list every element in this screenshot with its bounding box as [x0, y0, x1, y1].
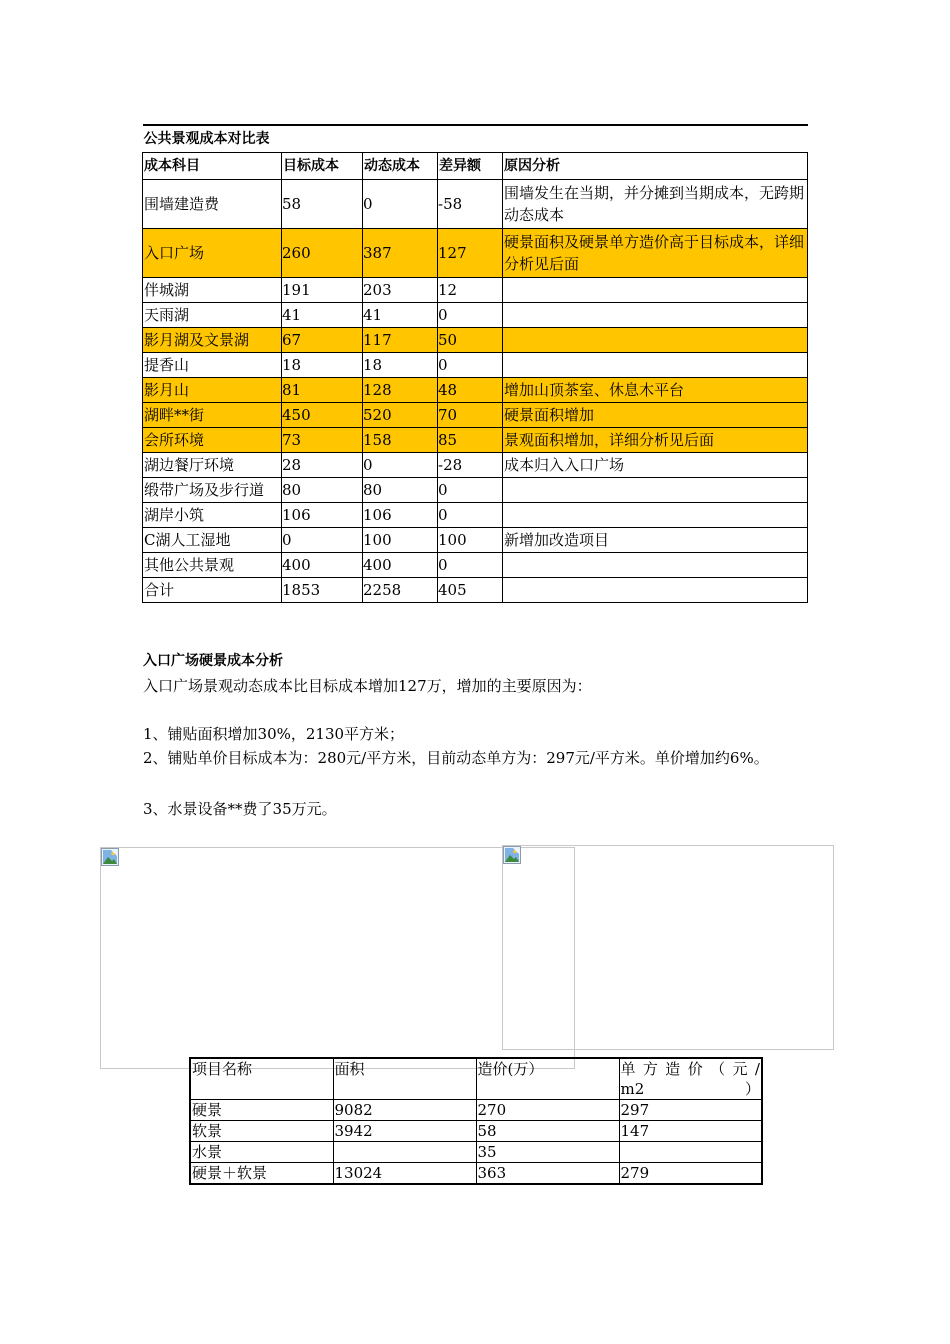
cell-target: 260	[282, 229, 363, 278]
cell-reason	[503, 303, 808, 328]
table-row	[143, 553, 808, 578]
header-cost: 造价(万）	[476, 1058, 619, 1100]
cell-reason	[503, 553, 808, 578]
cell-item: C湖人工湿地	[143, 528, 282, 553]
cell-target: 80	[282, 478, 363, 503]
table-row	[143, 229, 808, 278]
cell-reason: 新增加改造项目	[503, 528, 808, 553]
table-row	[143, 180, 808, 229]
cell-unit-cost	[619, 1142, 762, 1163]
table-row	[190, 1163, 762, 1185]
cell-cost: 35	[476, 1142, 619, 1163]
cell-reason: 硬景面积及硬景单方造价高于目标成本，详细分析见后面	[503, 229, 808, 278]
cell-item: 天雨湖	[143, 303, 282, 328]
table-row	[143, 478, 808, 503]
cell-diff: 70	[438, 403, 503, 428]
analysis-intro: 入口广场景观动态成本比目标成本增加127万，增加的主要原因为：	[143, 677, 592, 695]
cell-item: 入口广场	[143, 229, 282, 278]
table-row	[143, 503, 808, 528]
table-title-row	[143, 125, 808, 153]
cell-dynamic: 387	[363, 229, 438, 278]
table-row	[143, 278, 808, 303]
table-row	[143, 453, 808, 478]
cell-area: 3942	[333, 1121, 476, 1142]
table-header-row	[143, 153, 808, 180]
table-row	[143, 578, 808, 603]
image-placeholder	[502, 845, 834, 1050]
analysis-point: 3、水景设备**费了35万元。	[143, 800, 337, 818]
cell-target: 73	[282, 428, 363, 453]
cell-diff: 405	[438, 578, 503, 603]
cell-reason: 景观面积增加，详细分析见后面	[503, 428, 808, 453]
table-row	[143, 303, 808, 328]
project-cost-table	[189, 1057, 763, 1185]
header-dynamic: 动态成本	[363, 153, 438, 180]
cell-item: 会所环境	[143, 428, 282, 453]
cell-reason	[503, 278, 808, 303]
cell-reason: 硬景面积增加	[503, 403, 808, 428]
table-row	[143, 428, 808, 453]
cell-diff: 12	[438, 278, 503, 303]
table-row	[190, 1142, 762, 1163]
cell-item: 围墙建造费	[143, 180, 282, 229]
cell-dynamic: 203	[363, 278, 438, 303]
cell-dynamic: 2258	[363, 578, 438, 603]
cell-target: 67	[282, 328, 363, 353]
cell-reason	[503, 478, 808, 503]
cell-dynamic: 100	[363, 528, 438, 553]
cell-target: 18	[282, 353, 363, 378]
cell-dynamic: 106	[363, 503, 438, 528]
cell-project-name: 软景	[190, 1121, 333, 1142]
cell-item: 提香山	[143, 353, 282, 378]
cell-project-name: 水景	[190, 1142, 333, 1163]
cell-item: 湖岸小筑	[143, 503, 282, 528]
cell-item: 湖畔**街	[143, 403, 282, 428]
cell-target: 106	[282, 503, 363, 528]
cell-item: 合计	[143, 578, 282, 603]
cell-item: 影月山	[143, 378, 282, 403]
broken-image-icon	[503, 846, 521, 864]
cell-diff: 0	[438, 478, 503, 503]
cell-unit-cost: 297	[619, 1100, 762, 1121]
header-unit-cost: 单 方 造 价 （ 元 / m2）	[620, 1060, 760, 1098]
broken-image-icon	[101, 848, 119, 866]
cell-item: 缎带广场及步行道	[143, 478, 282, 503]
cell-diff: 48	[438, 378, 503, 403]
header-diff: 差异额	[438, 153, 503, 180]
analysis-point: 2、铺贴单价目标成本为：280元/平方米，目前动态单方为：297元/平方米。单价增加约6%。	[143, 749, 769, 767]
cell-target: 400	[282, 553, 363, 578]
cell-project-name: 硬景＋软景	[190, 1163, 333, 1185]
cell-target: 58	[282, 180, 363, 229]
cell-dynamic: 0	[363, 180, 438, 229]
cell-cost: 363	[476, 1163, 619, 1185]
header-reason: 原因分析	[503, 153, 808, 180]
cell-cost: 58	[476, 1121, 619, 1142]
cell-reason	[503, 328, 808, 353]
cell-diff: 0	[438, 303, 503, 328]
cell-diff: -28	[438, 453, 503, 478]
cell-target: 1853	[282, 578, 363, 603]
cell-reason: 成本归入入口广场	[503, 453, 808, 478]
cell-dynamic: 41	[363, 303, 438, 328]
cell-target: 0	[282, 528, 363, 553]
section-heading: 入口广场硬景成本分析	[143, 653, 283, 669]
cell-target: 191	[282, 278, 363, 303]
cell-diff: 50	[438, 328, 503, 353]
cell-unit-cost: 147	[619, 1121, 762, 1142]
table-header-row	[190, 1058, 762, 1100]
cell-cost: 270	[476, 1100, 619, 1121]
header-item: 成本科目	[143, 153, 282, 180]
table-row	[190, 1100, 762, 1121]
cell-dynamic: 400	[363, 553, 438, 578]
cell-reason	[503, 503, 808, 528]
table-row	[190, 1121, 762, 1142]
header-project-name: 项目名称	[190, 1058, 333, 1100]
cell-item: 伴城湖	[143, 278, 282, 303]
table-row	[143, 378, 808, 403]
cell-diff: 127	[438, 229, 503, 278]
cell-dynamic: 520	[363, 403, 438, 428]
header-area: 面积	[333, 1058, 476, 1100]
analysis-point: 1、铺贴面积增加30%，2130平方米；	[143, 725, 405, 743]
cell-dynamic: 117	[363, 328, 438, 353]
cell-area: 9082	[333, 1100, 476, 1121]
cell-target: 450	[282, 403, 363, 428]
cell-project-name: 硬景	[190, 1100, 333, 1121]
cell-reason: 增加山顶茶室、休息木平台	[503, 378, 808, 403]
cell-target: 28	[282, 453, 363, 478]
cell-dynamic: 128	[363, 378, 438, 403]
cell-diff: 100	[438, 528, 503, 553]
cell-item: 湖边餐厅环境	[143, 453, 282, 478]
cell-area	[333, 1142, 476, 1163]
cost-comparison-table	[142, 124, 808, 603]
cell-reason	[503, 353, 808, 378]
cell-diff: 0	[438, 353, 503, 378]
cell-diff: 0	[438, 553, 503, 578]
table-row	[143, 528, 808, 553]
cell-area: 13024	[333, 1163, 476, 1185]
cell-dynamic: 18	[363, 353, 438, 378]
cell-diff: -58	[438, 180, 503, 229]
cell-dynamic: 158	[363, 428, 438, 453]
table-row	[143, 403, 808, 428]
cell-reason	[503, 578, 808, 603]
cell-reason: 围墙发生在当期，并分摊到当期成本，无跨期动态成本	[503, 180, 808, 229]
cell-diff: 0	[438, 503, 503, 528]
table-title: 公共景观成本对比表	[143, 125, 808, 153]
table-row	[143, 328, 808, 353]
table-row	[143, 353, 808, 378]
cell-target: 81	[282, 378, 363, 403]
cell-unit-cost: 279	[619, 1163, 762, 1185]
cell-diff: 85	[438, 428, 503, 453]
cell-item: 其他公共景观	[143, 553, 282, 578]
header-target: 目标成本	[282, 153, 363, 180]
cell-item: 影月湖及文景湖	[143, 328, 282, 353]
cell-dynamic: 80	[363, 478, 438, 503]
cell-dynamic: 0	[363, 453, 438, 478]
cell-target: 41	[282, 303, 363, 328]
